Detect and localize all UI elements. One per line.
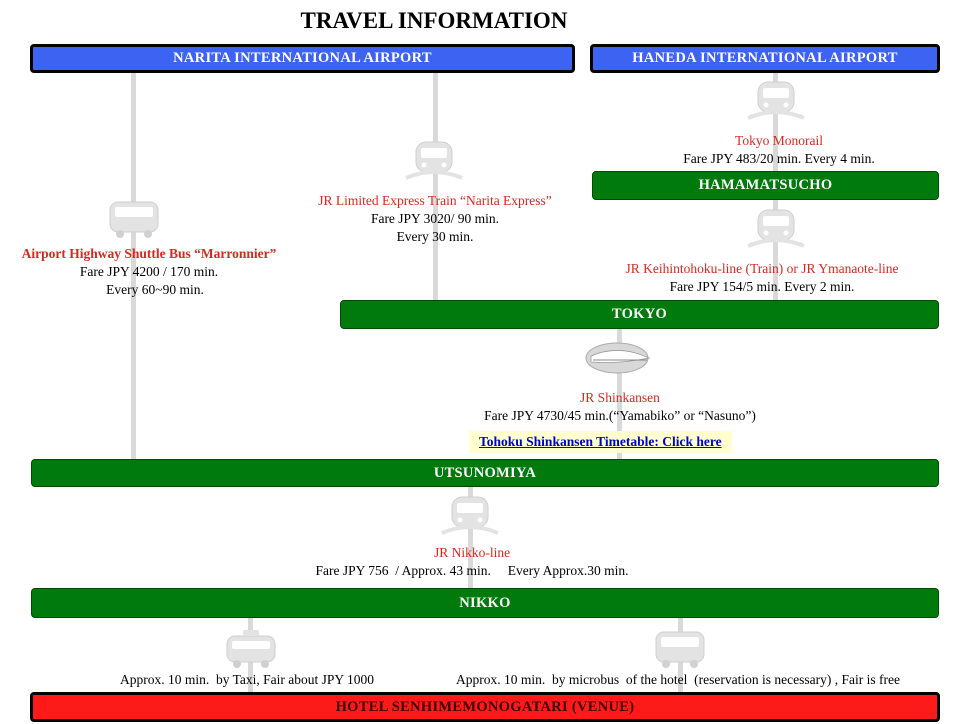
nikko-line-route-name: JR Nikko-line bbox=[433, 545, 511, 560]
narita-express-fare: Fare JPY 3020/ 90 min. bbox=[370, 211, 500, 226]
page-title: TRAVEL INFORMATION bbox=[300, 8, 568, 33]
node-hamamatsucho: HAMAMATSUCHO bbox=[592, 171, 939, 200]
nikko-line-fare: Fare JPY 756 / Approx. 43 min. Every Approx.30 min. bbox=[315, 563, 629, 578]
shinkansen-fare: Fare JPY 4730/45 min.(“Yamabiko” or “Nasuno”) bbox=[484, 408, 756, 423]
node-utsunomiya: UTSUNOMIYA bbox=[31, 459, 939, 487]
bus-frequency: Every 60~90 min. bbox=[106, 282, 204, 297]
microbus-icon bbox=[650, 628, 710, 670]
node-haneda: HANEDA INTERNATIONAL AIRPORT bbox=[590, 44, 940, 73]
node-hotel-venue: HOTEL SENHIMEMONOGATARI (VENUE) bbox=[30, 692, 940, 722]
node-nikko: NIKKO bbox=[31, 588, 939, 618]
narita-express-route-name: JR Limited Express Train “Narita Express” bbox=[318, 193, 552, 208]
shinkansen-icon bbox=[585, 340, 653, 376]
microbus-description: Approx. 10 min. by microbus of the hotel (reservation is necessary) , Fair is free bbox=[456, 672, 900, 687]
keihin-train-icon bbox=[744, 206, 808, 250]
nikko-line-train-icon bbox=[438, 493, 502, 537]
bus-icon bbox=[104, 198, 164, 240]
connector-narita-express-line bbox=[433, 72, 438, 300]
narita-express-frequency: Every 30 min. bbox=[396, 229, 474, 244]
node-narita: NARITA INTERNATIONAL AIRPORT bbox=[30, 44, 575, 73]
bus-route-name: Airport Highway Shuttle Bus “Marronnier” bbox=[21, 246, 277, 261]
narita-express-train-icon bbox=[402, 138, 466, 182]
keihin-route-name: JR Keihintohoku-line (Train) or JR Ymanaote-line bbox=[625, 261, 899, 276]
keihin-fare: Fare JPY 154/5 min. Every 2 min. bbox=[669, 279, 855, 294]
monorail-route-name: Tokyo Monorail bbox=[735, 133, 823, 148]
tohoku-shinkansen-timetable-link[interactable]: Tohoku Shinkansen Timetable: Click here bbox=[479, 434, 722, 449]
monorail-fare: Fare JPY 483/20 min. Every 4 min. bbox=[683, 151, 875, 166]
bus-fare: Fare JPY 4200 / 170 min. bbox=[79, 264, 219, 279]
monorail-train-icon bbox=[744, 78, 808, 122]
timetable-link-box bbox=[469, 431, 732, 453]
taxi-description: Approx. 10 min. by Taxi, Fair about JPY 1000 bbox=[119, 672, 375, 687]
node-tokyo: TOKYO bbox=[340, 300, 939, 329]
shinkansen-route-name: JR Shinkansen bbox=[580, 390, 660, 405]
taxi-icon bbox=[221, 628, 281, 670]
